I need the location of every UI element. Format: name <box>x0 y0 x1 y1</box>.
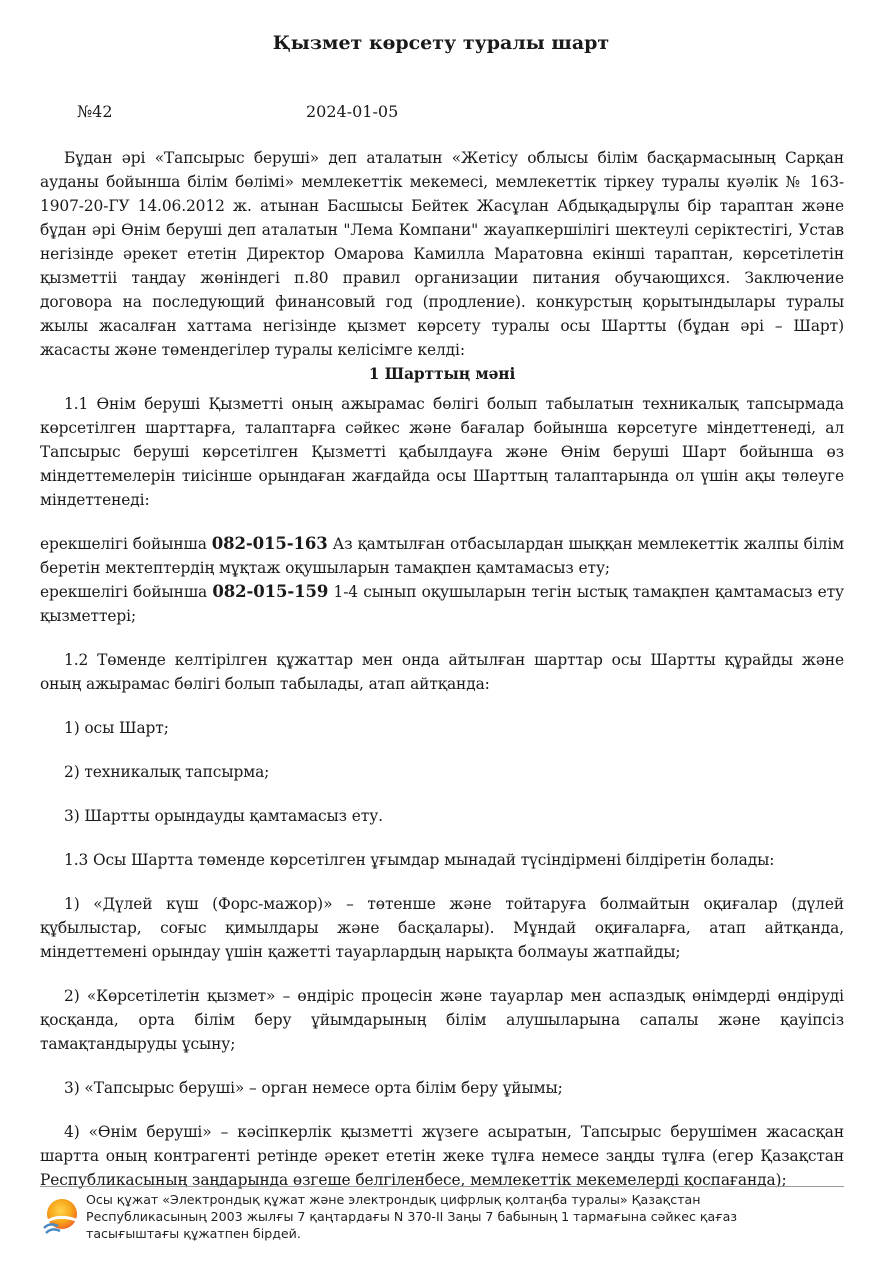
intro-paragraph: Бұдан әрі «Тапсырыс беруші» деп аталатын «Жетісу облысы білім басқармасының Сарқан ауданы бойынша білім бөлімі» мемлекеттік мекемесі, мемлекеттік тіркеу туралы куәлік № 163-1907-20-ГУ 14.06.2012 ж. атынан Басшысы Бейтек Жасұлан Абдықадырұлы бір тараптан және бұдан әрі Өнім беруші деп аталатын "Лема Компани" жауапкершілігі шектеулі серіктестігі, Устав негізінде әрекет ететін Директор Омарова Камилла Маратовна екінші тараптан, көрсетілетін қызметтіі таңдау жөніндегі п.80 правил организации питания обучающихся. Заключение договора на последующий финансовый год (продление). конкурстың қорытындылары туралы жылы жасалған хаттама негізінде қызмет көрсету туралы осы Шартты (бұдан әрі – Шарт) жасасты және төмендегілер туралы келісімге келді: <box>40 149 844 359</box>
section-heading: 1 Шарттың мәні <box>368 365 516 383</box>
definition-item: 2) «Көрсетілетін қызмет» – өндіріс процесін және тауарлар мен аспаздық өнімдерді өндіруді қосқанда, орта білім беру ұйымдарының білім алушыларына сапалы және қауіпсіз тамақтандыруды ұсыну; <box>40 987 844 1053</box>
doc-list-item: 3) Шартты орындауды қамтамасыз ету. <box>64 807 383 825</box>
clause-1-3: 1.3 Осы Шартта төменде көрсетілген ұғымдар мынадай түсіндірмені білдіретін болады: <box>64 851 775 869</box>
specific-item <box>40 532 844 580</box>
definition-item: 3) «Тапсырыс беруші» – орган немесе орта білім беру ұйымы; <box>64 1079 563 1097</box>
egov-sun-logo-icon <box>40 1196 82 1238</box>
specific-prefix: ерекшелігі бойынша <box>40 583 208 601</box>
clause-1-2: 1.2 Төменде келтірілген құжаттар мен онда айтылған шарттар осы Шартты құрайды және оның ажырамас бөлігі болып табылады, атап айтқанда: <box>40 651 844 693</box>
document-body <box>40 146 844 1192</box>
budget-code: 082-015-163 <box>211 534 328 553</box>
specific-text: 1-4 сынып оқушыларын тегін ыстық тамақпен қамтамасыз ету қызметтері; <box>40 583 845 625</box>
budget-code: 082-015-159 <box>212 582 329 601</box>
specific-prefix: ерекшелігі бойынша <box>40 535 207 553</box>
definition-item: 1) «Дүлей күш (Форс-мажор)» – төтенше және тойтаруға болмайтын оқиғалар (дүлей құбылыстар, соғыс қимылдары және басқалары). Мұндай оқиғаларға, атап айтқанда, міндеттемені орындау үшін қажетті тауарлардың нарықта болмауы жатпайды; <box>40 895 844 961</box>
document-number: №42 <box>77 102 113 121</box>
document-date: 2024-01-05 <box>306 102 399 121</box>
definition-item: 4) «Өнім беруші» – кәсіпкерлік қызметті жүзеге асыратын, Тапсырыс берушімен жасасқан шартта оның контрагенті ретінде әрекет ететін жеке тұлға немесе заңды тұлға (егер Қазақстан Республикасының заңдарында өзгеше белгіленбесе, мемлекеттік мекемелерді қоспағанда); <box>40 1123 844 1189</box>
document-title: Қызмет көрсету туралы шарт <box>272 32 610 54</box>
specific-text: Аз қамтылған отбасылардан шыққан мемлекеттік жалпы білім беретін мектептердің мұқтаж оқушыларын тамақпен қамтамасыз ету; <box>40 535 845 577</box>
doc-list-item: 1) осы Шарт; <box>64 719 169 737</box>
footer-divider <box>40 1186 844 1187</box>
footer-legal-note: Осы құжат «Электрондық құжат және электрондық цифрлық қолтаңба туралы» Қазақстан Республикасының 2003 жылғы 7 қаңтардағы N 370-II Заңы 7 бабының 1 тармағына сәйкес қағаз тасығыштағы құжатпен бірдей. <box>86 1192 738 1241</box>
doc-list-item: 2) техникалық тапсырма; <box>64 763 270 781</box>
clause-1-1: 1.1 Өнім беруші Қызметті оның ажырамас бөлігі болып табылатын техникалық тапсырмада көрсетілген шарттарға, талаптарға сәйкес және бағалар бойынша көрсетуге міндеттенеді, ал Тапсырыс беруші көрсетілген Қызметті қабылдауға және Өнім беруші Шарт бойынша өз міндеттемелерін тиісінше орындаған жағдайда осы Шарттың талаптарында ол үшін ақы төлеуге міндеттенеді: <box>40 395 844 509</box>
specific-item <box>40 580 844 628</box>
